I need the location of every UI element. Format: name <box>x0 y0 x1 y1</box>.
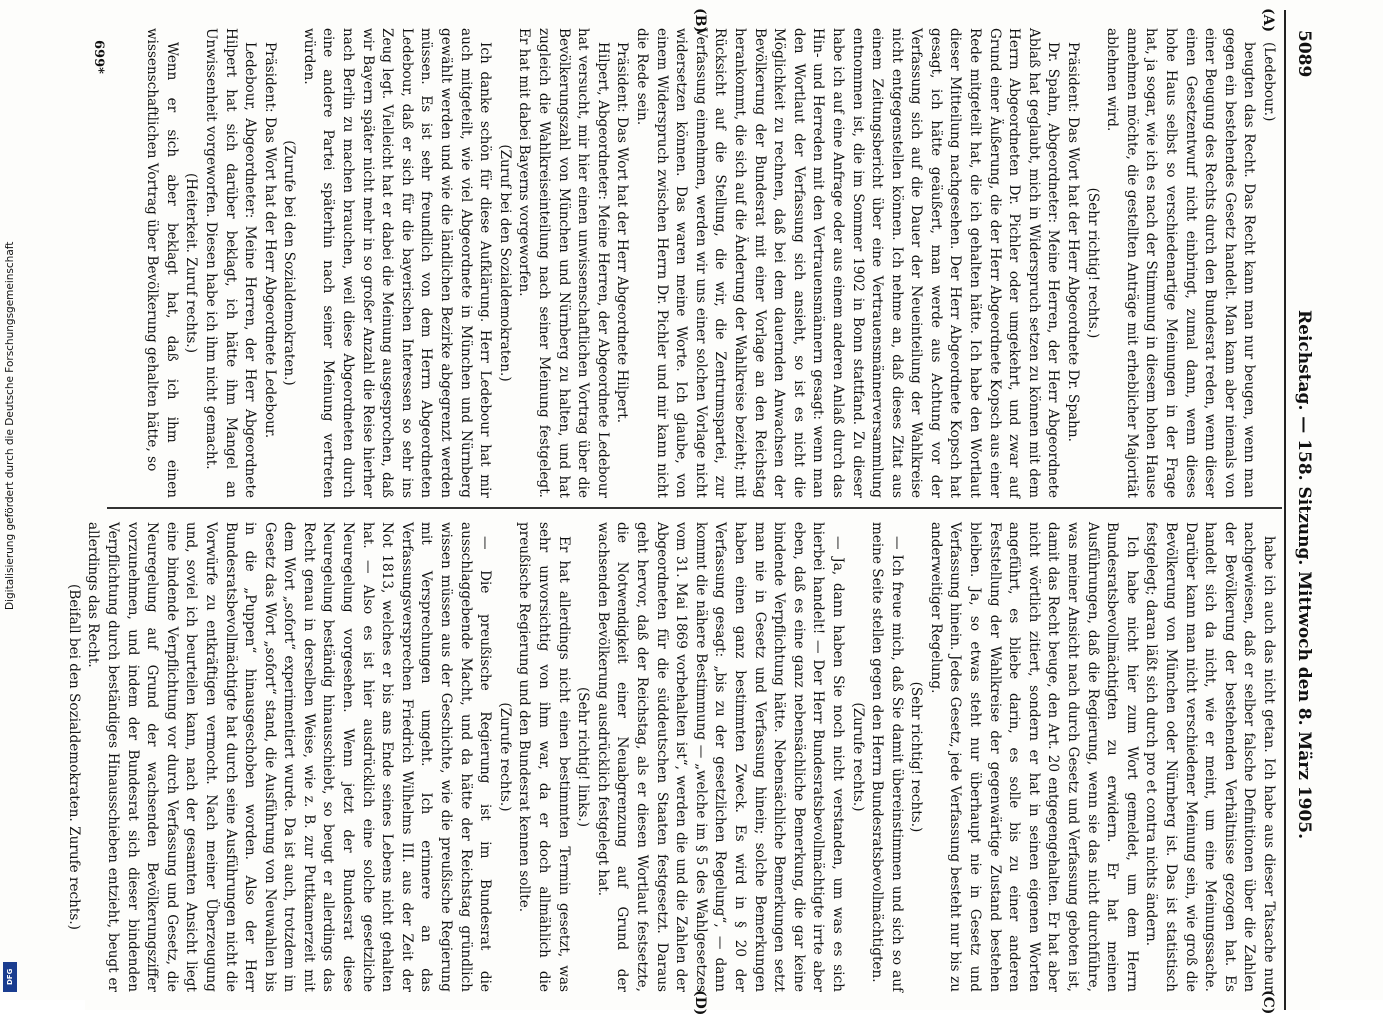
left-paragraph: Wenn er sich aber beklagt hat, daß ich ihm einen wissenschaftlichen Vortrag über Bevölkerung gehalten hätte, so <box>144 28 180 498</box>
margin-mark-c: (C) <box>1260 990 1276 1015</box>
session-title: Reichstag. — 158. Sitzung. Mittwoch den 8. März 1905. <box>1294 310 1314 840</box>
right-paragraph: (Beifall bei den Sozialdemokraten. Zurufe rechts.) <box>65 584 82 930</box>
right-paragraph: Ich habe nicht hier zum Wort gemeldet, um dem Herrn Bundesratsbevollmächtigten zu erwidern. Er hat meinen Ausführungen, daß die Regierung, wenn sie das nicht durchführe, was meiner Ansicht nach durch Gesetz und Verfassung geboten ist, damit das Recht beuge, den Art. 20 entgegengehalten. Er hat aber nicht wörtlich zitiert, sondern er hat in seinen eigenen Worten angeführt, es bliebe darin, es solle bis zu einer anderen Feststellung der Wahlkreise der gegenwärtige Zustand bestehen bleiben. Ja, so etwas steht nur überhaupt nie in Gesetz und Verfassung hinein. Jedes Gesetz, jede Verfassung besteht nur bis zu anderweitiger Regelung. <box>927 522 1140 992</box>
digitization-notice: Digitalisierung gefördert durch die Deutsche Forschungsgemeinschaft <box>4 241 16 610</box>
right-paragraph: (Zurufe rechts.) <box>849 702 866 812</box>
page-number: 5089 <box>1294 30 1314 78</box>
margin-mark-d: (D) <box>692 990 708 1015</box>
left-paragraph: Ledebour, Abgeordneter: Meine Herren, der Herr Abgeordnete Hilpert hat sich darüber beklagt, ich hätte ihm Mangel an Unwissenheit vorgeworfen. Diesen habe ich ihm nicht gemacht. <box>202 28 259 498</box>
text-column-second <box>65 522 1278 992</box>
margin-mark-a: (A) <box>1260 8 1276 33</box>
text-column-first <box>108 28 1278 498</box>
right-paragraph: (Zurufe rechts.) <box>496 702 513 812</box>
right-paragraph: habe ich auch das nicht getan. Ich habe aus dieser Tatsache nur nachgewiesen, daß er selber falsche Definitionen über die Zahlen der Bevölkerung der bestehenden Verhältnisse gezogen hat. Es handelt sich da nicht, wie er meint, um eine Meinungssache. Darüber kann man nicht verschiedener Meinung sein, wie groß die Bevölkerung von München oder Nürnberg ist. Das ist statistisch festgelegt; daran läßt sich durch pro et contra nichts ändern. <box>1143 522 1277 992</box>
rotated-document-page <box>65 8 1320 1015</box>
page-header <box>1284 10 1320 1010</box>
column-divider <box>107 507 1282 509</box>
left-paragraph: Präsident: Das Wort hat der Herr Abgeordnete Dr. Spahn. <box>1065 42 1082 442</box>
left-paragraph: (Ledebour.) <box>1261 42 1277 122</box>
right-paragraph: Er hat allerdings nicht einen bestimmten Termin gesetzt, was sehr unvorsichtig von ihm war, da er doch allmählich die preußische Regierung und den Bundesrat kennen sollte. <box>516 522 572 992</box>
right-paragraph: — Ich freue mich, daß Sie damit übereinstimmen und sich so auf meine Seite stellen gegen den Herrn Bundesratsbevollmächtigten. <box>869 522 905 992</box>
left-paragraph: Ich danke schön für diese Aufklärung. Herr Ledebour hat mir auch mitgeteilt, wie viel Abgeordnete in München und Nürnberg gewählt werden und wie die ländlichen Bezirke abgegrenzt werden müssen. Es ist sehr freundlich von dem Herrn Abgeordneten Ledebour, daß er sich für die bayerischen Interessen so sehr ins Zeug legt. Vielleicht hat er dabei die Meinung ausgesprochen, daß wir Bayern später nicht mehr in so großer Anzahl die Reise hierher nach Berlin zu machen brauchen, weil diese Abgeordneten durch eine andere Partei späterhin nach seiner Meinung vertreten würden. <box>300 28 494 498</box>
right-paragraph: (Sehr richtig! rechts.) <box>908 681 925 833</box>
left-paragraph: beugten das Recht. Das Recht kann man nur beugen, wenn man gegen ein bestehendes Gesetz handelt. Man kann aber niemals von einer Beugung des Rechts durch den Bundesrat reden, wenn dieser einen Gesetzentwurf nicht einbringt, zumal dann, wenn dieses hohe Haus selbst so verschiedenartige Meinungen in der Frage hat, ja sogar, wie ich es nach der Stimmung in diesem hohen Hause annehmen möchte, die gestellten Anträge mit erheblicher Majorität ablehnen wird. <box>1104 28 1258 498</box>
left-paragraph: (Sehr richtig! rechts.) <box>1084 187 1101 339</box>
left-paragraph: Präsident: Das Wort hat der Herr Abgeordnete Ledebour. <box>261 42 278 439</box>
dfg-logo: DFG <box>3 962 17 992</box>
left-paragraph: Präsident: Das Wort hat der Herr Abgeordnete Hilpert. <box>614 42 631 424</box>
signature-mark: 699* <box>91 40 106 74</box>
left-paragraph: (Zurufe bei den Sozialdemokraten.) <box>281 140 298 386</box>
right-paragraph: (Sehr richtig! links.) <box>575 686 592 828</box>
left-paragraph: Hilpert, Abgeordneter: Meine Herren, der Abgeordnete Ledebour hat versucht, mir hier einen unwissenschaftlichen Vortrag über die Bevölkerungszahl von München und Nürnberg zu halten, und hat zugleich die Wahlkreiseinteilung nach seiner Meinung festgelegt. Er hat mit dabei Bayerns vorgeworfen. <box>516 28 611 498</box>
left-paragraph: (Zuruf bei den Sozialdemokraten.) <box>496 144 513 382</box>
margin-mark-b: (B) <box>692 8 708 34</box>
right-paragraph: — Ja, dann haben Sie noch nicht verstanden, um was es sich hierbei handelt! — Der Herr Bundesratsbevollmächtigte irrte aber eben, daß es eine ganz nebensächliche Bemerkung, die gar keine bindende Verpflichtung hätte. Nebensächliche Bemerkungen setzt man nie in Gesetz und Verfassung hinein; solche Bemerkungen haben einen ganz bestimmten Zweck. Es wird in § 20 der Verfassung gesagt: „bis zu der gesetzlichen Regelung“, — dann kommt die nähere Bestimmung — „welche im § 5 des Wahlgesetzes vom 31. Mai 1869 vorbehalten ist“, werden die und die Zahlen der Abgeordneten für die süddeutschen Staaten festgesetzt. Daraus geht hervor, daß der Reichstag, als er diesen Wortlaut festsetzte, die Notwendigkeit einer Neuabgrenzung auf Grund der wachsenden Bevölkerung ausdrücklich festgelegt hat. <box>594 522 846 992</box>
left-paragraph: Dr. Spahn, Abgeordneter: Meine Herren, der Herr Abgeordnete Ablaß hat geglaubt, mich in Widerspruch setzen zu können mit dem Herrn Abgeordneten Dr. Pichler oder umgekehrt, und zwar auf Grund einer Äußerung, die der Herr Abgeordnete Kopsch aus einer Rede mitgeteilt hat, die ich gehalten hätte. Ich habe den Wortlaut dieser Mitteilung nachgesehen. Der Herr Abgeordnete Kopsch hat gesagt, ich hätte geäußert, man werde aus Achtung vor der Verfassung sich auf die Dauer der Neueinteilung der Wahlkreise nicht entgegenstellen können. Ich nehme an, daß dieses Zitat aus einem Zeitungsbericht über eine Vertrauensmännerversammlung entnommen ist, die im Sommer 1902 in Bonn stattfand. Zu dieser habe ich auf eine Anfrage oder aus einem anderen Anlaß durch das Hin- und Herreden mit den Vertrauensmännern gesagt: wenn man den Wortlaut der Verfassung sich ansieht, so ist es nicht die Möglichkeit zu rechnen, daß bei dem dauernden Anwachsen der Bevölkerung der Bundesrat mit einer Vorlage an den Reichstag herankommt, die sich auf die Änderung der Wahlkreise bezieht; mit Rücksicht auf die Stellung, die wir, die Zentrumspartei, zur Verfassung einnehmen, werden wir uns einer solchen Vorlage nicht widersetzen können. Das waren meine Worte. Ich glaube, von einem Widerspruch zwischen Herrn Dr. Pichler und mir kann nicht die Rede sein. <box>634 28 1062 498</box>
right-paragraph: — Die preußische Regierung ist im Bundesrat die ausschlaggebende Macht, und da hätte der Reichstag gründlich wissen müssen aus der Geschichte, wie die preußische Regierung mit Versprechungen umgeht. Ich erinnere an das Verfassungsversprechen Friedrich Wilhelms III. aus der Zeit der Not 1813, welches er bis ans Ende seines Lebens nicht gehalten hat. — Also es ist hier ausdrücklich eine solche gesetzliche Neuregelung vorgesehen. Wenn jetzt der Bundesrat diese Neuregelung beständig hinausschiebt, so beugt er allerdings das Recht genau in derselben Weise, wie z. B. zur Puttkamerzeit mit dem Wort „sofort“ experimentiert wurde. Da ist auch, trotzdem im Gesetz das Wort „sofort“ stand, die Ausführung von Neuwahlen bis in die „Puppen“ hinausgeschoben worden. Also der Herr Bundesratsbevollmächtigte hat durch seine Ausführungen nicht die Vorwürfe zu entkräftigen vermocht. Nach meiner Überzeugung und, soviel ich beurteilen kann, nach der gesamten Ansicht liegt eine bindende Verpflichtung vor durch Verfassung und Gesetz, die Neuregelung auf Grund der wachsenden Bevölkerungsziffer vorzunehmen, und indem der Bundesrat sich dieser bindenden Verpflichtung durch beständiges Hinausschieben entzieht, beugt er allerdings das Recht. <box>85 522 494 992</box>
left-paragraph: (Heiterkeit. Zuruf rechts.) <box>183 172 200 354</box>
